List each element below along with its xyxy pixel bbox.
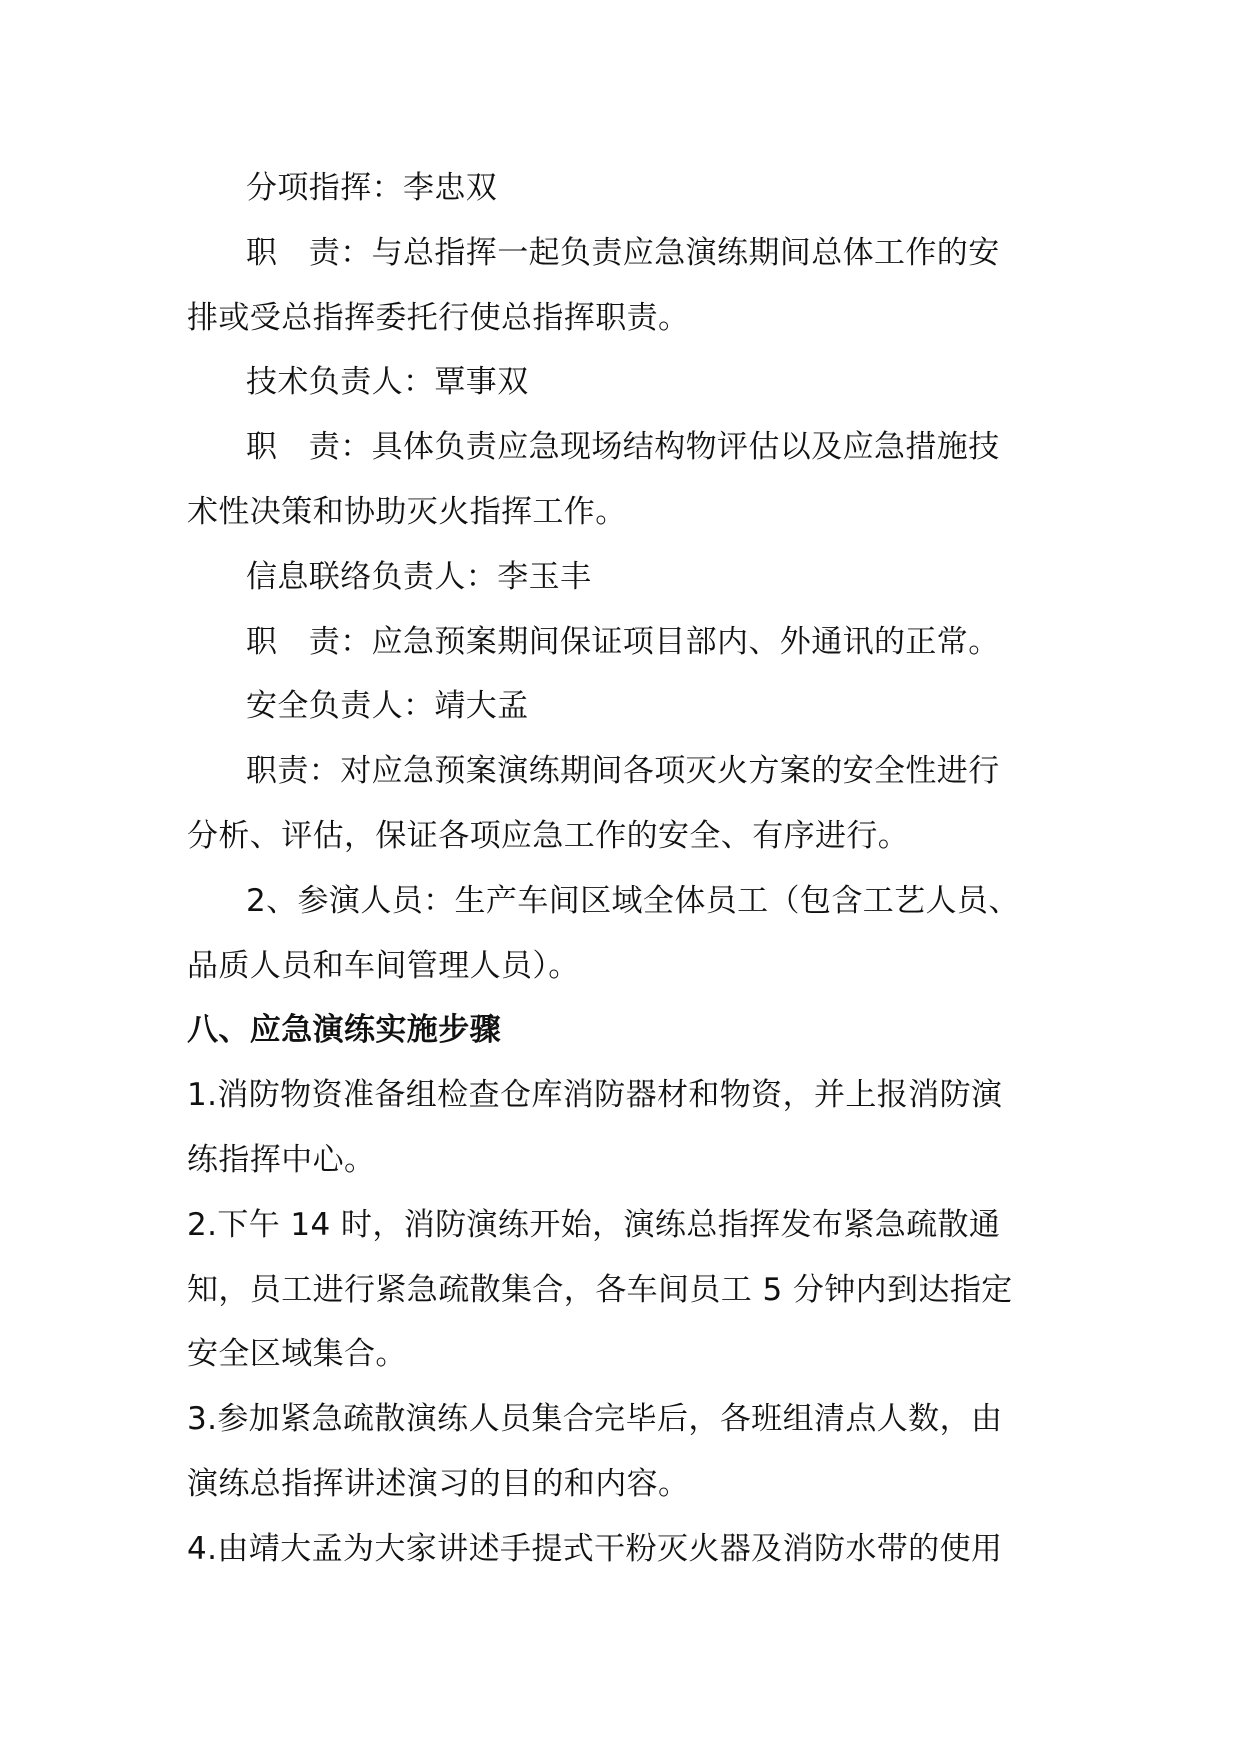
text-line: 分析、评估，保证各项应急工作的安全、有序进行。: [187, 817, 910, 854]
text-line: 3.参加紧急疏散演练人员集合完毕后，各班组清点人数，由: [187, 1401, 1003, 1438]
text-line: 4.由靖大孟为大家讲述手提式干粉灭火器及消防水带的使用: [187, 1530, 1003, 1567]
section-heading: 八、应急演练实施步骤: [187, 1012, 501, 1049]
text-line: 知，员工进行紧急疏散集合，各车间员工 5 分钟内到达指定: [187, 1271, 1013, 1308]
text-line: 1.消防物资准备组检查仓库消防器材和物资，并上报消防演: [187, 1077, 1003, 1114]
text-line: 信息联络负责人：李玉丰: [246, 558, 592, 595]
text-line: 职 责：与总指挥一起负责应急演练期间总体工作的安: [246, 234, 1000, 271]
text-line: 技术负责人：覃事双: [246, 364, 529, 401]
text-line: 2.下午 14 时，消防演练开始，演练总指挥发布紧急疏散通: [187, 1206, 1001, 1243]
text-line: 安全负责人：靖大孟: [246, 688, 529, 725]
text-line: 职 责：应急预案期间保证项目部内、外通讯的正常。: [246, 623, 1000, 660]
document-body: [187, 156, 1067, 1582]
text-line: 演练总指挥讲述演习的目的和内容。: [187, 1465, 690, 1502]
text-line: 职 责：具体负责应急现场结构物评估以及应急措施技: [246, 429, 1000, 466]
text-line: 职责：对应急预案演练期间各项灭火方案的安全性进行: [246, 753, 1000, 790]
text-line: 品质人员和车间管理人员）。: [187, 947, 580, 984]
text-line: 2、参演人员：生产车间区域全体员工（包含工艺人员、: [246, 882, 1020, 919]
text-line: 术性决策和协助灭火指挥工作。: [187, 493, 627, 530]
text-line: 排或受总指挥委托行使总指挥职责。: [187, 299, 690, 336]
text-line: 练指挥中心。: [187, 1141, 376, 1178]
text-line: 分项指挥：李忠双: [246, 170, 498, 206]
text-line: 安全区域集合。: [187, 1336, 407, 1373]
